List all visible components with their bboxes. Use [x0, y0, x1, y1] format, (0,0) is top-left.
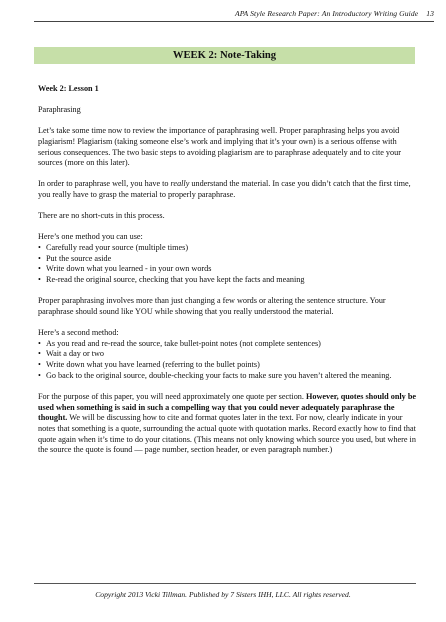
- week-banner: WEEK 2: Note-Taking: [34, 47, 415, 64]
- paragraph-5: [38, 392, 418, 456]
- header-rule: [34, 21, 434, 22]
- paragraph-1: Let’s take some time now to review the importance of paraphrasing well. Proper paraphrasing helps you avoid plagiarism! Plagiarism (taking someone else’s work and implying that it’s your own) is a serious offense with serious consequences. The two basic steps to avoiding plagiarism are to paraphrase adequately and to cite your sources (more on this later).: [38, 126, 401, 168]
- method-1-list: [38, 243, 418, 286]
- method-2-intro: Here’s a second method:: [38, 327, 119, 337]
- list-item: • Wait a day or two: [38, 349, 418, 360]
- list-item: • Re-read the original source, checking that you have kept the facts and meaning: [38, 275, 418, 286]
- list-item: • As you read and re-read the source, take bullet-point notes (not complete sentences): [38, 339, 418, 350]
- paragraph-2: [38, 179, 418, 200]
- list-item: • Go back to the original source, double-checking your facts to make sure you haven’t altered the meaning.: [38, 371, 418, 382]
- paragraph-2-emphasis: really: [170, 179, 190, 189]
- lesson-subheading: Paraphrasing: [38, 105, 81, 115]
- paragraph-5-bold: However, quotes should only be used when something is said in such a compelling way that you could never adequately paraphrase the thought.: [38, 391, 417, 423]
- page-number: 13: [426, 9, 434, 18]
- paragraph-5-end: We will be discussing how to cite and format quotes later in the text. For now, clearly indicate in your notes that something is a quote, surrounding the actual quote with quotation marks. Record exactly how to find that quote again when it’s time to do your citations. (This means not only knowing which source you used, but where in the source the quote is found — page number, section header, or even paragraph number.): [38, 413, 416, 455]
- paragraph-2-start: In order to paraphrase well, you have to: [38, 179, 171, 189]
- paragraph-3: There are no short-cuts in this process.: [38, 211, 165, 221]
- paragraph-4: Proper paraphrasing involves more than just changing a few words or altering the sentence structure. Your paraphrase should sound like YOU while showing that you really understood the material.: [38, 296, 386, 316]
- list-item: • Put the source aside: [38, 254, 418, 265]
- paragraph-2-end: understand the material. In case you didn’t catch that the first time, you really have to grasp the material to properly paraphrase.: [38, 179, 411, 200]
- lesson-content: [38, 84, 418, 467]
- running-title: APA Style Research Paper: An Introductory Writing Guide: [235, 9, 419, 18]
- list-item: • Write down what you learned - in your own words: [38, 264, 418, 275]
- lesson-heading: Week 2: Lesson 1: [38, 84, 99, 93]
- copyright-footer: Copyright 2013 Vicki Tillman. Published by 7 Sisters IHH, LLC. All rights reserved.: [95, 590, 351, 599]
- running-header: [235, 9, 434, 18]
- method-1-intro: Here’s one method you can use:: [38, 232, 143, 242]
- list-item: • Carefully read your source (multiple times): [38, 243, 418, 254]
- method-2-list: [38, 339, 418, 382]
- list-item: • Write down what you have learned (referring to the bullet points): [38, 360, 418, 371]
- paragraph-5-start: For the purpose of this paper, you will need approximately one quote per section.: [38, 391, 306, 401]
- footer-rule: [34, 583, 416, 584]
